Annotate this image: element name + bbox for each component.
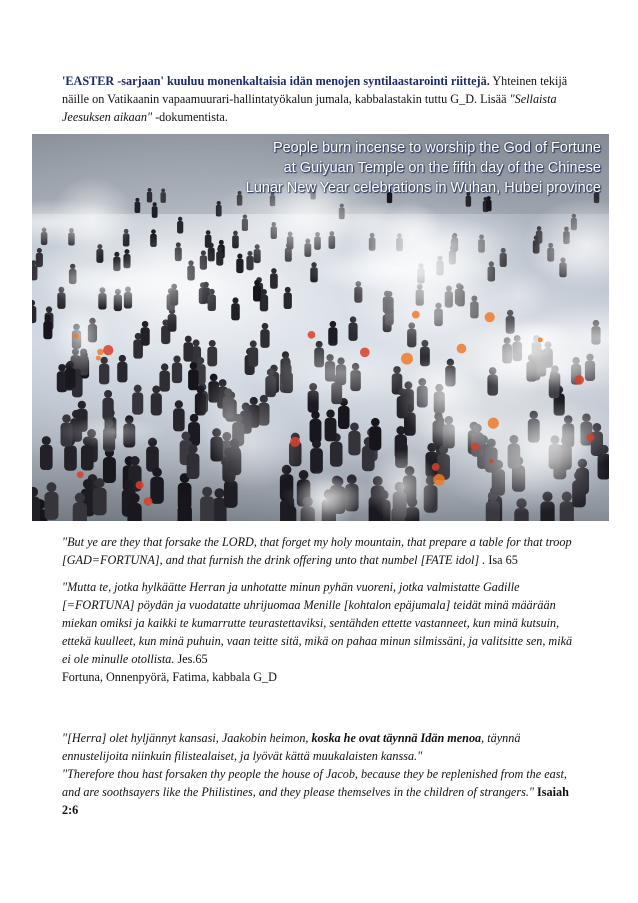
smoke-cloud <box>472 313 551 406</box>
person-figure <box>102 390 113 420</box>
person-figure <box>207 340 217 366</box>
incense-fire <box>587 434 595 442</box>
person-figure <box>73 493 87 521</box>
person-figure <box>310 411 322 443</box>
incense-fire <box>538 337 543 342</box>
caption-line-2: at Guiyuan Temple on the fifth day of the Chinese <box>283 160 601 176</box>
person-figure <box>325 410 337 442</box>
smoke-cloud <box>204 397 302 491</box>
person-figure <box>140 321 149 346</box>
incense-fire <box>103 345 113 355</box>
incense-fire <box>489 459 493 463</box>
intro-title: 'EASTER -sarjaan' kuuluu monenkaltaisia idän menojen syntilaastarointi riittejä. <box>62 74 490 88</box>
person-figure <box>135 198 141 213</box>
incense-crowd-photo <box>32 134 609 521</box>
incense-fire <box>432 463 440 471</box>
smoke-cloud <box>58 416 167 447</box>
caption-line-3: Lunar New Year celebrations in Wuhan, Hubei province <box>245 180 601 196</box>
incense-fire <box>574 375 584 385</box>
person-figure <box>93 478 107 515</box>
fortuna-line: Fortuna, Onnenpyörä, Fatima, kabbala G_D <box>62 670 277 684</box>
person-figure <box>40 436 53 470</box>
person-figure <box>151 385 162 415</box>
smoke-cloud <box>284 477 384 515</box>
person-figure <box>260 323 269 348</box>
person-figure <box>310 439 323 473</box>
person-figure <box>32 487 40 521</box>
intro-suffix: -dokumentista. <box>152 110 228 124</box>
person-figure <box>159 363 169 391</box>
incense-fire <box>96 356 101 361</box>
incense-fire <box>97 349 104 356</box>
documentary-title: "Sellaista Jeesuksen aikaan" <box>62 92 557 124</box>
smoke-cloud <box>406 360 476 409</box>
quote-english-text: "But ye are they that forsake the LORD, that forget my holy mountain, that prepare a table for that troop [GAD=FORTUNA], and that furnish the drink offering unto that numbel [FATE idol] . <box>62 535 572 567</box>
smoke-cloud <box>50 300 112 371</box>
incense-fire <box>360 347 370 357</box>
photo-caption <box>181 138 601 198</box>
incense-fire <box>290 437 300 447</box>
incense-fire <box>485 312 495 322</box>
quote-finnish-text: "Mutta te, jotka hylkäätte Herran ja unhotatte minun pyhän vuoreni, jotka valmistatte Gadille [=FORTUNA] pöydän ja vuodatatte uhrijuomaa Menille [kohtalon epäjumala] teidät minä määrään miekan omiksi ja kaikki te kumarrutte teurastettaviksi, sentähden ettette vastanneet, kun minä kutsuin, ettekä kuulleet, kun minä puhuin, vaan teitte sitä, mikä on pahaa minun silmissäni, ja valitsitte sen, mikä ei ole minulle otollista. <box>62 580 573 666</box>
intro-paragraph <box>62 72 582 126</box>
isaiah-passage <box>62 729 582 819</box>
person-figure <box>117 355 127 383</box>
incense-fire <box>401 353 413 365</box>
person-figure <box>284 287 292 309</box>
isaiah-english-text: "Therefore thou hast forsaken thy people the house of Jacob, because they be replenished from the east, and are soothsayers like the Philistines, and they please themselves in the children of strangers." <box>62 767 567 799</box>
intro-text: Yhteinen tekijä näille on Vatikaanin vapaamuurari-hallintatyökalun jumala, kabbalastakin tuttu G_D. Lisää <box>62 74 568 106</box>
smoke-cloud <box>50 177 134 261</box>
incense-fire <box>457 344 467 354</box>
incense-fire <box>308 331 316 339</box>
quote-english-ref: Isa 65 <box>485 553 518 567</box>
person-figure <box>236 254 243 274</box>
person-figure <box>187 444 200 479</box>
person-figure <box>152 202 158 218</box>
person-figure <box>369 418 381 451</box>
isaiah-finnish-bold: koska he ovat täynnä Idän menoa <box>311 731 482 745</box>
quote-english <box>62 533 582 569</box>
smoke-cloud <box>488 268 551 322</box>
person-figure <box>253 280 261 302</box>
person-figure <box>172 355 182 383</box>
incense-fire <box>412 311 420 319</box>
person-figure <box>132 385 143 415</box>
incense-fire <box>136 481 144 489</box>
person-figure <box>32 300 36 323</box>
incense-fire <box>433 474 445 486</box>
person-figure <box>200 487 214 521</box>
person-figure <box>348 422 360 455</box>
person-figure <box>177 217 183 234</box>
smoke-cloud <box>49 260 181 308</box>
person-figure <box>173 400 185 431</box>
person-figure <box>270 268 278 289</box>
quote-finnish-ref: Jes.65 <box>174 652 208 666</box>
incense-fire <box>144 497 153 506</box>
incense-fire <box>488 418 499 429</box>
isaiah-english-ref: Isaiah 2:6 <box>62 785 569 817</box>
person-figure <box>161 188 166 202</box>
person-figure <box>44 482 58 520</box>
quote-finnish <box>62 578 582 668</box>
incense-fire <box>471 443 479 451</box>
isaiah-finnish-part2: , täynnä ennustelijoita niinkuin filistealaiset, ja lyövät kättä muukalaisten kanssa." <box>62 731 521 763</box>
isaiah-finnish-part1: "[Herra] olet hyljännyt kansasi, Jaakobin heimon, <box>62 731 312 745</box>
person-figure <box>103 448 116 483</box>
incense-fire <box>73 333 78 338</box>
person-figure <box>150 467 164 503</box>
caption-line-1: People burn incense to worship the God of Fortune <box>272 140 601 156</box>
person-figure <box>188 362 198 390</box>
person-figure <box>183 336 193 362</box>
incense-fire <box>77 471 84 478</box>
person-figure <box>147 188 152 202</box>
person-figure <box>231 297 240 320</box>
